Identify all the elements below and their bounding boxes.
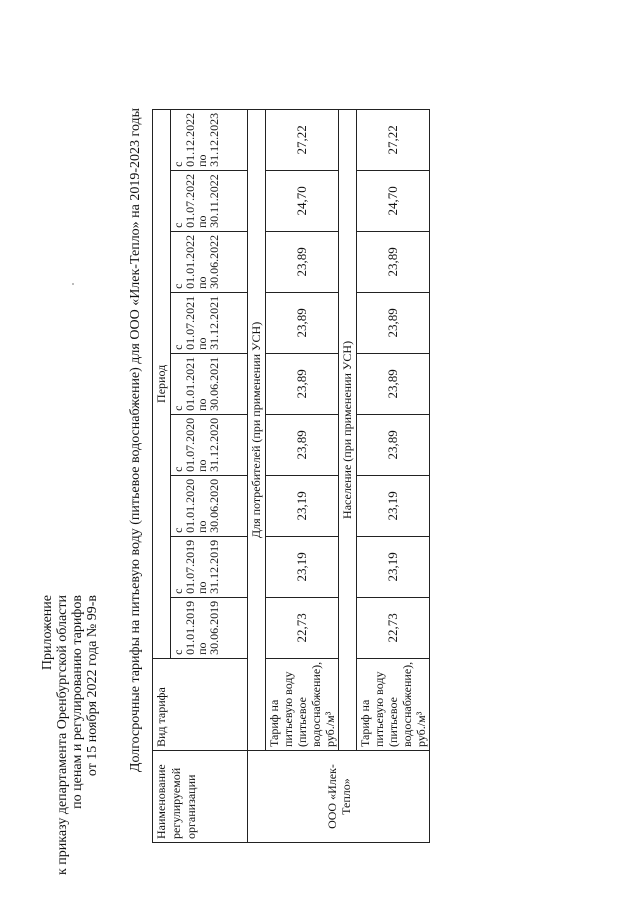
period-line: 01.01.2020 bbox=[183, 478, 197, 533]
period-line: с bbox=[171, 466, 185, 472]
period-cell bbox=[171, 597, 248, 658]
document-title: Долгосрочные тарифы на питьевую воду (питьевое водоснабжение) для ООО «Илек-Тепло» на 2019-2023 годы bbox=[128, 107, 143, 773]
group-label: Население (при применении УСН) bbox=[339, 109, 357, 750]
period-line: 31.12.2019 bbox=[207, 539, 221, 594]
tariff-value: 24,70 bbox=[266, 170, 339, 231]
header-period: Период bbox=[153, 109, 171, 658]
period-line: по bbox=[195, 398, 209, 411]
period-cell bbox=[171, 231, 248, 292]
period-cell bbox=[171, 475, 248, 536]
header-line: Приложение bbox=[40, 595, 55, 671]
period-line: по bbox=[195, 215, 209, 228]
tariff-value: 23,19 bbox=[266, 536, 339, 597]
period-line: по bbox=[195, 337, 209, 350]
tariff-value: 23,89 bbox=[357, 353, 430, 414]
tariff-value: 24,70 bbox=[357, 170, 430, 231]
tariff-type: Тариф на питьевую воду (питьевое водоснабжение), руб./м³ bbox=[357, 658, 430, 750]
period-line: с bbox=[171, 161, 185, 167]
tariff-value: 23,89 bbox=[266, 353, 339, 414]
period-line: 30.06.2021 bbox=[207, 356, 221, 411]
group-label: Для потребителей (при применении УСН) bbox=[248, 109, 266, 750]
period-line: 01.12.2022 bbox=[183, 112, 197, 167]
tariff-row bbox=[266, 109, 339, 842]
period-line: с bbox=[171, 222, 185, 228]
tariff-value: 27,22 bbox=[266, 109, 339, 170]
appendix-header bbox=[40, 595, 100, 875]
tariff-value: 27,22 bbox=[357, 109, 430, 170]
period-line: с bbox=[171, 527, 185, 533]
period-cell bbox=[171, 109, 248, 170]
period-line: 01.07.2021 bbox=[183, 295, 197, 350]
header-org: Наименование регулируемой организации bbox=[153, 751, 248, 843]
tariff-value: 23,89 bbox=[357, 231, 430, 292]
period-line: с bbox=[171, 405, 185, 411]
period-line: по bbox=[195, 276, 209, 289]
period-line: 30.06.2020 bbox=[207, 478, 221, 533]
tariff-value: 23,89 bbox=[266, 292, 339, 353]
tariff-row bbox=[357, 109, 430, 842]
period-cell bbox=[171, 292, 248, 353]
tariff-value: 23,89 bbox=[266, 231, 339, 292]
tariff-value: 23,19 bbox=[357, 536, 430, 597]
period-line: 01.07.2019 bbox=[183, 539, 197, 594]
period-line: 01.01.2019 bbox=[183, 600, 197, 655]
period-line: 01.01.2021 bbox=[183, 356, 197, 411]
period-line: с bbox=[171, 649, 185, 655]
header-tariff-type: Вид тарифа bbox=[153, 658, 248, 750]
period-line: по bbox=[195, 520, 209, 533]
tariff-value: 22,73 bbox=[357, 597, 430, 658]
period-line: 31.12.2020 bbox=[207, 417, 221, 472]
period-cell bbox=[171, 414, 248, 475]
period-line: с bbox=[171, 283, 185, 289]
period-line: 01.07.2020 bbox=[183, 417, 197, 472]
tariff-value: 23,89 bbox=[266, 414, 339, 475]
tariff-type: Тариф на питьевую воду (питьевое водоснабжение), руб./м³ bbox=[266, 658, 339, 750]
tariff-value: 23,19 bbox=[357, 475, 430, 536]
header-line: от 15 ноября 2022 года № 99-в bbox=[85, 595, 100, 777]
period-line: 30.06.2019 bbox=[207, 600, 221, 655]
header-line: к приказу департамента Оренбургской области bbox=[55, 595, 70, 875]
period-line: с bbox=[171, 344, 185, 350]
org-name: ООО «Илек-Тепло» bbox=[248, 751, 430, 843]
period-line: 01.01.2022 bbox=[183, 234, 197, 289]
period-line: 30.11.2022 bbox=[207, 174, 221, 228]
scan-speck bbox=[72, 283, 74, 285]
period-line: по bbox=[195, 642, 209, 655]
period-line: 30.06.2022 bbox=[207, 234, 221, 289]
period-cell bbox=[171, 536, 248, 597]
tariff-value: 23,19 bbox=[266, 475, 339, 536]
period-line: с bbox=[171, 588, 185, 594]
period-line: по bbox=[195, 581, 209, 594]
period-line: по bbox=[195, 154, 209, 167]
tariff-value: 22,73 bbox=[266, 597, 339, 658]
tariff-value: 23,89 bbox=[357, 292, 430, 353]
period-line: 01.07.2022 bbox=[183, 173, 197, 228]
period-line: 31.12.2021 bbox=[207, 295, 221, 350]
tariff-table bbox=[152, 109, 430, 843]
header-line: по ценам и регулированию тарифов bbox=[70, 595, 85, 809]
period-cell bbox=[171, 170, 248, 231]
period-line: по bbox=[195, 459, 209, 472]
period-line: 31.12.2023 bbox=[207, 112, 221, 167]
tariff-value: 23,89 bbox=[357, 414, 430, 475]
period-cell bbox=[171, 353, 248, 414]
